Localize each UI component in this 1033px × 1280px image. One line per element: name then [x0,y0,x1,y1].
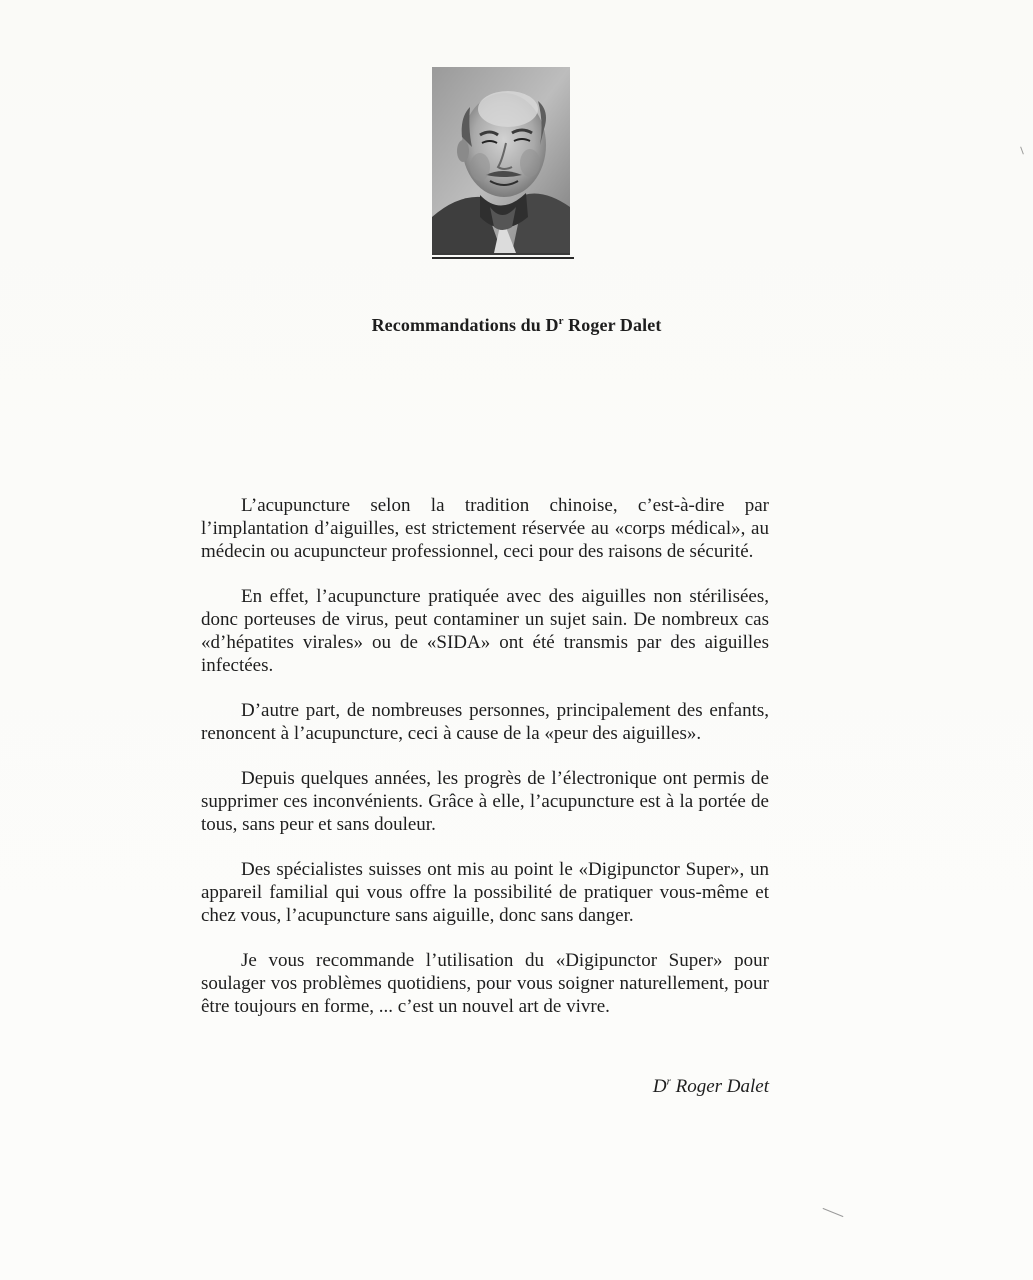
paragraph: Je vous recommande l’utilisation du «Digipunctor Super» pour soulager vos problèmes quotidiens, pour vous soigner naturellement, pour être toujours en forme, ... c’est un nouvel art de vivre. [201,950,769,1017]
paragraph: Depuis quelques années, les progrès de l’électronique ont permis de supprimer ces inconvénients. Grâce à elle, l’acupuncture est à la portée de tous, sans peur et sans douleur. [201,768,769,835]
paper-mark [823,1208,844,1217]
document-title: Recommandations du $D^r$ Roger Dalet [371,315,662,335]
photo-divider [432,257,574,259]
paragraph: D’autre part, de nombreuses personnes, principalement des enfants, renoncent à l’acupuncture, ceci à cause de la «peur des aiguilles». [201,700,769,744]
letter-body [201,494,769,1040]
paragraph: En effet, l’acupuncture pratiquée avec des aiguilles non stérilisées, donc porteuses de virus, peut contaminer un sujet sain. De nombreux cas «d’hépatites virales» ou de «SIDA» ont été transmis par des aiguilles infectées. [201,586,769,676]
signature: $D^r$ Roger Dalet [652,1075,769,1097]
portrait-photo [432,67,570,255]
paper-mark [1020,147,1024,155]
paragraph: L’acupuncture selon la tradition chinoise, c’est-à-dire par l’implantation d’aiguilles, est strictement réservée au «corps médical», au médecin ou acupuncteur professionnel, ceci pour des raisons de sécurité. [201,495,769,562]
paragraph: Des spécialistes suisses ont mis au point le «Digipunctor Super», un appareil familial qui vous offre la possibilité de pratiquer vous-même et chez vous, l’acupuncture sans aiguille, donc sans danger. [201,859,769,926]
